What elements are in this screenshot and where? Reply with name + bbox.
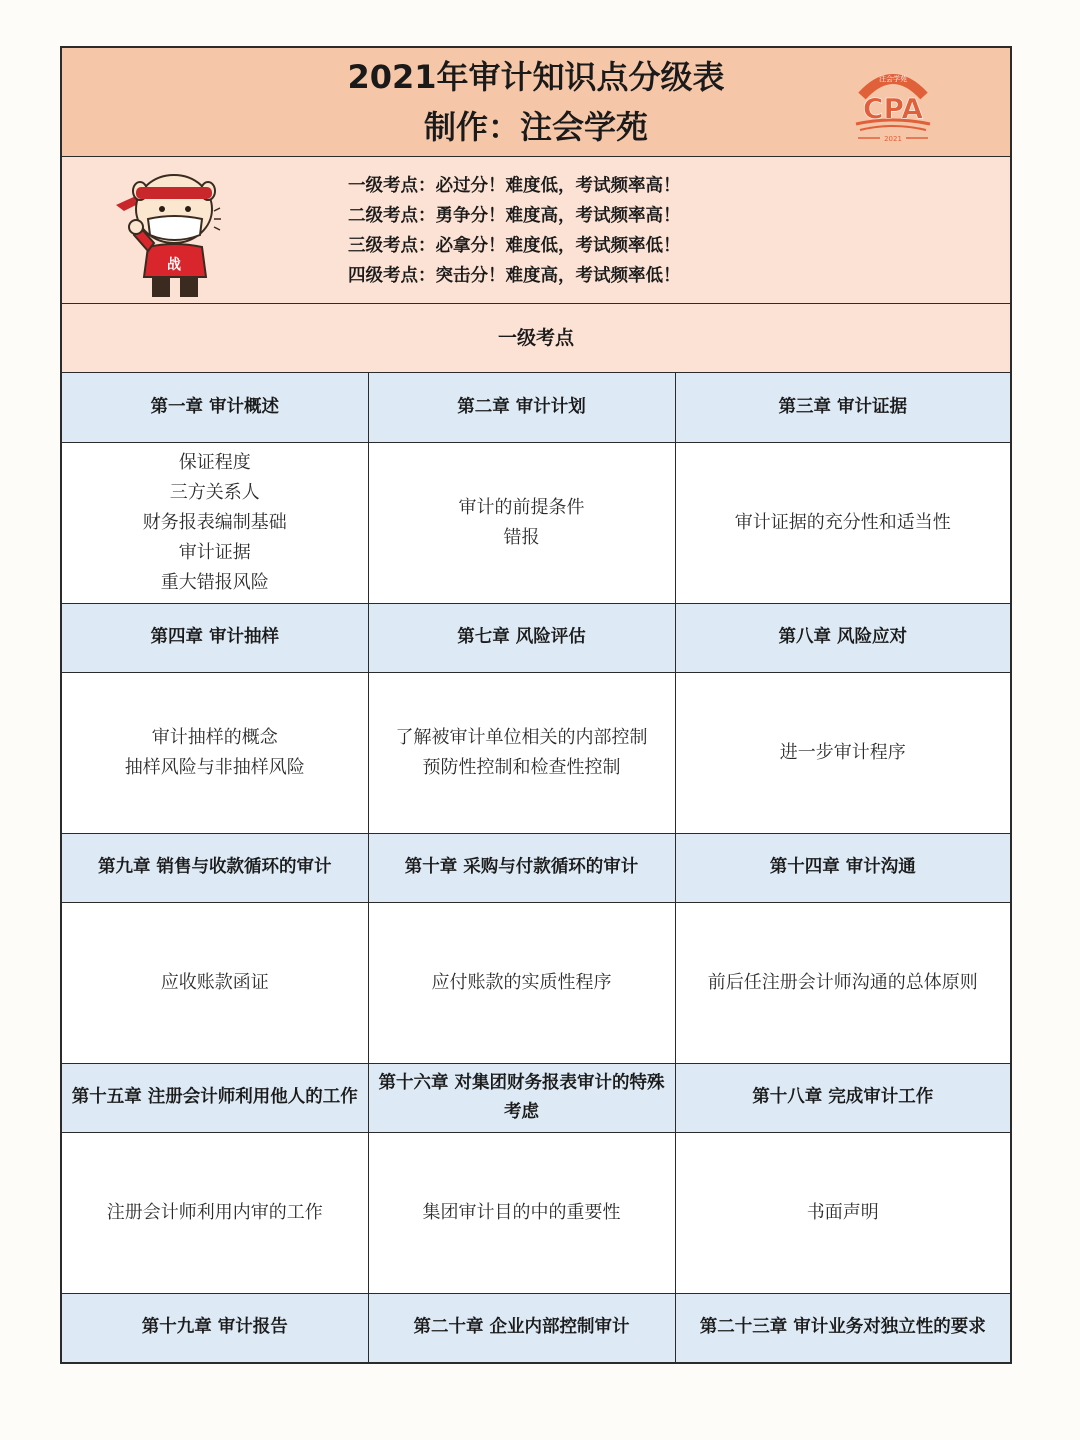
chapter-title-cell: 第十八章 完成审计工作 — [675, 1063, 1010, 1132]
level-heading: 一级考点 — [62, 304, 1010, 373]
knowledge-point: 保证程度 — [178, 451, 251, 473]
knowledge-point-cell — [675, 1132, 1010, 1293]
chapter-title-cell: 第十九章 审计报告 — [62, 1293, 368, 1362]
author-credit: 制作：注会学苑 — [423, 108, 648, 146]
chapter-header-row — [62, 373, 1010, 442]
knowledge-point-cell — [368, 1132, 675, 1293]
legend-level-3: 三级考点：必拿分！难度低，考试频率低！ — [348, 236, 681, 256]
legend-level-4: 四级考点：突击分！难度高，考试频率低！ — [348, 266, 681, 286]
legend-band — [62, 157, 1010, 304]
chapter-title-cell: 第七章 风险评估 — [368, 603, 675, 672]
chapter-grid — [62, 373, 1010, 1362]
knowledge-point-cell — [675, 902, 1010, 1063]
chapter-title-cell: 第十五章 注册会计师利用他人的工作 — [62, 1063, 368, 1132]
chapter-title-cell: 第十六章 对集团财务报表审计的特殊考虑 — [368, 1063, 675, 1132]
knowledge-point: 审计证据 — [178, 541, 251, 563]
page-title: 2021年审计知识点分级表 — [347, 58, 725, 96]
chapter-title-cell: 第四章 审计抽样 — [62, 603, 368, 672]
knowledge-point: 应收账款函证 — [160, 971, 269, 993]
knowledge-point-cell — [62, 902, 368, 1063]
knowledge-point-cell — [62, 672, 368, 833]
legend-level-1: 一级考点：必过分！难度低，考试频率高！ — [348, 176, 681, 196]
knowledge-point-row — [62, 442, 1010, 603]
knowledge-point: 审计证据的充分性和适当性 — [734, 511, 951, 533]
knowledge-point-cell — [368, 902, 675, 1063]
knowledge-point: 审计的前提条件 — [458, 496, 585, 518]
knowledge-point: 三方关系人 — [169, 481, 260, 503]
knowledge-point: 前后任注册会计师沟通的总体原则 — [707, 971, 978, 993]
chapter-title-cell: 第三章 审计证据 — [675, 373, 1010, 442]
knowledge-point: 应付账款的实质性程序 — [431, 971, 612, 993]
chapter-header-row — [62, 1293, 1010, 1362]
knowledge-point: 重大错报风险 — [160, 571, 269, 593]
knowledge-point: 错报 — [503, 526, 540, 548]
knowledge-point: 进一步审计程序 — [779, 741, 906, 763]
knowledge-point: 财务报表编制基础 — [142, 511, 287, 533]
knowledge-table-sheet — [60, 46, 1012, 1364]
chapter-title-cell: 第九章 销售与收款循环的审计 — [62, 833, 368, 902]
chapter-title-cell: 第二章 审计计划 — [368, 373, 675, 442]
chapter-title-cell: 第十四章 审计沟通 — [675, 833, 1010, 902]
knowledge-point-cell — [675, 442, 1010, 603]
knowledge-point: 预防性控制和检查性控制 — [422, 756, 621, 778]
knowledge-point: 书面声明 — [806, 1201, 879, 1223]
knowledge-point: 集团审计目的中的重要性 — [422, 1201, 621, 1223]
chapter-title-cell: 第一章 审计概述 — [62, 373, 368, 442]
knowledge-point: 抽样风险与非抽样风险 — [124, 756, 305, 778]
chapter-header-row — [62, 833, 1010, 902]
mascot-shirt-text: 战 — [167, 257, 181, 273]
legend-list — [348, 171, 681, 291]
title-band — [62, 48, 1010, 157]
knowledge-point-row — [62, 1132, 1010, 1293]
badge-ribbon-text: 注会学苑 — [879, 75, 907, 83]
knowledge-point-cell — [368, 672, 675, 833]
chapter-title-cell: 第八章 风险应对 — [675, 603, 1010, 672]
chapter-title-cell: 第二十三章 审计业务对独立性的要求 — [675, 1293, 1010, 1362]
badge-year: 2021 — [884, 135, 902, 143]
chapter-title-cell: 第二十章 企业内部控制审计 — [368, 1293, 675, 1362]
knowledge-point-cell — [368, 442, 675, 603]
cpa-logo-icon — [850, 64, 936, 144]
chapter-header-row — [62, 603, 1010, 672]
chapter-header-row — [62, 1063, 1010, 1132]
badge-cpa-text: CPA — [862, 92, 924, 125]
knowledge-point-cell — [62, 442, 368, 603]
knowledge-point: 审计抽样的概念 — [151, 726, 278, 748]
knowledge-point-cell — [675, 672, 1010, 833]
knowledge-point-row — [62, 672, 1010, 833]
legend-level-2: 二级考点：勇争分！难度高，考试频率高！ — [348, 206, 681, 226]
mascot-illustration — [110, 165, 226, 299]
knowledge-point: 了解被审计单位相关的内部控制 — [395, 726, 648, 748]
knowledge-point-cell — [62, 1132, 368, 1293]
knowledge-point-row — [62, 902, 1010, 1063]
knowledge-point: 注册会计师利用内审的工作 — [106, 1201, 323, 1223]
chapter-title-cell: 第十章 采购与付款循环的审计 — [368, 833, 675, 902]
